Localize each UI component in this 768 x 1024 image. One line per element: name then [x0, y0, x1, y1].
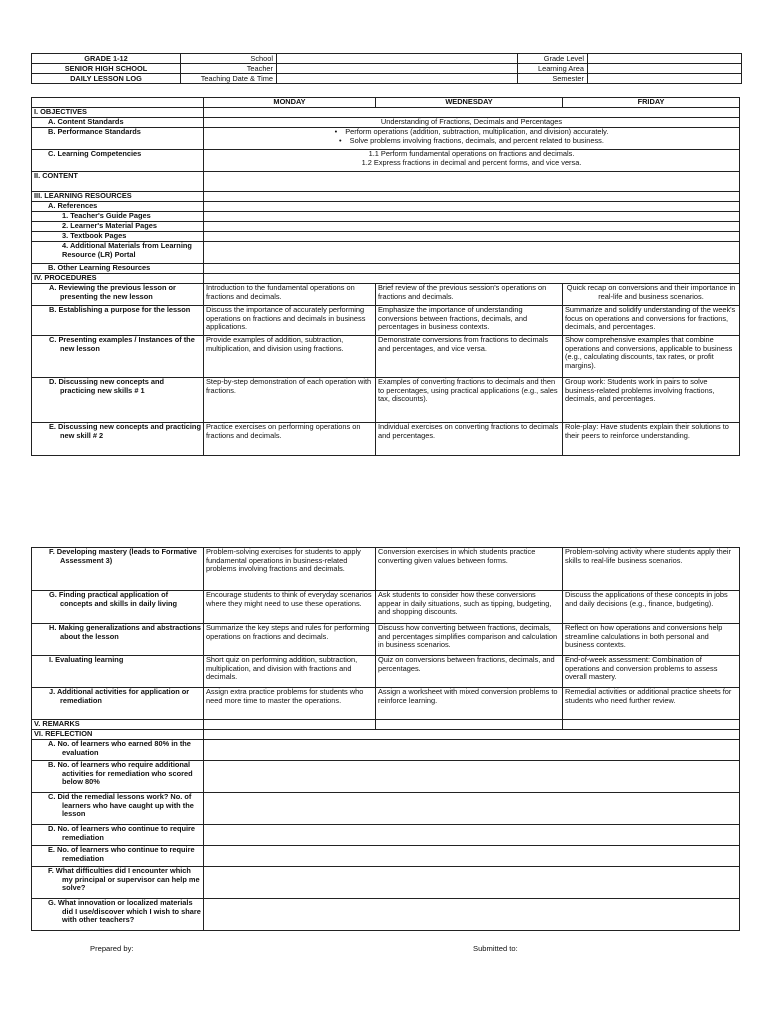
reflection-item: C. Did the remedial lessons work? No. of learners who have caught up with the lesson: [32, 793, 204, 825]
additional-materials-label: 4. Additional Materials from Learning Resource (LR) Portal: [32, 242, 204, 264]
wednesday-cell: Quiz on conversions between fractions, decimals, and percentages.: [376, 656, 563, 688]
monday-cell: Assign extra practice problems for students who need more time to master the operations.: [204, 688, 376, 720]
friday-cell: Show comprehensive examples that combine operations and conversions, applicable to business (e.g., calculating discounts, tax rates, or profit margins).: [563, 336, 740, 378]
reflection-item: E. No. of learners who continue to require remediation: [32, 846, 204, 867]
table-row: [32, 740, 740, 761]
wednesday-cell: Individual exercises on converting fractions to decimals and percentages.: [376, 423, 563, 456]
monday-cell: Discuss the importance of accurately performing operations on fractions and decimals in business applications.: [204, 306, 376, 336]
friday-cell: Summarize and solidify understanding of the week's focus on operations and conversions for fractions, decimals, and percentages.: [563, 306, 740, 336]
table-row: [32, 761, 740, 793]
lesson-log-table-continued: [31, 547, 740, 931]
submitted-to-label: Submitted to:: [473, 944, 518, 953]
reflection-item: A. No. of learners who earned 80% in the evaluation: [32, 740, 204, 761]
corner-cell: [32, 98, 204, 108]
teaching-date-label: Teaching Date & Time: [181, 74, 277, 84]
table-row: [32, 793, 740, 825]
monday-cell: Step-by-step demonstration of each operation with fractions.: [204, 378, 376, 423]
table-row: [32, 284, 740, 306]
table-row: [32, 591, 740, 624]
procedures-heading: IV. PROCEDURES: [32, 274, 204, 284]
procedure-label: B. Establishing a purpose for the lesson: [32, 306, 204, 336]
procedure-label: E. Discussing new concepts and practicing new skill # 2: [32, 423, 204, 456]
performance-standards-label: B. Performance Standards: [32, 128, 204, 150]
prepared-by-label: Prepared by:: [90, 944, 134, 953]
monday-cell: Provide examples of addition, subtraction, multiplication, and division using fractions.: [204, 336, 376, 378]
performance-standard-item: • Perform operations (addition, subtraction, multiplication, and division) accurately.: [206, 128, 737, 137]
procedure-label: C. Presenting examples / Instances of the new lesson: [32, 336, 204, 378]
friday-cell: Remedial activities or additional practice sheets for students who need further review.: [563, 688, 740, 720]
remarks-heading: V. REMARKS: [32, 720, 204, 730]
wednesday-cell: Ask students to consider how these conversions appear in daily situations, such as tipping, budgeting, and shopping discounts.: [376, 591, 563, 624]
wednesday-cell: Discuss how converting between fractions, decimals, and percentages simplifies comparison and calculation in business scenarios.: [376, 624, 563, 656]
day-wednesday: WEDNESDAY: [376, 98, 563, 108]
lesson-log-table: [31, 97, 740, 456]
performance-standard-item: • Solve problems involving fractions, decimals, and percent related to business.: [206, 137, 737, 146]
table-row: [32, 846, 740, 867]
table-row: [32, 688, 740, 720]
grade-level-label: Grade Level: [518, 54, 588, 64]
wednesday-cell: Brief review of the previous session's operations on fractions and decimals.: [376, 284, 563, 306]
table-row: [32, 867, 740, 899]
procedure-label: F. Developing mastery (leads to Formative Assessment 3): [32, 548, 204, 591]
table-row: [32, 423, 740, 456]
learning-area-label: Learning Area: [518, 64, 588, 74]
school-label: School: [181, 54, 277, 64]
monday-cell: Encourage students to think of everyday scenarios where they might need to use these operations.: [204, 591, 376, 624]
procedure-label: J. Additional activities for application or remediation: [32, 688, 204, 720]
reflection-item: D. No. of learners who continue to require remediation: [32, 825, 204, 846]
performance-standards-list: [206, 128, 737, 145]
school-type-label: SENIOR HIGH SCHOOL: [32, 64, 181, 74]
competency-item: 1.1 Perform fundamental operations on fractions and decimals.: [368, 149, 575, 158]
learners-material-label: 2. Learner's Material Pages: [32, 222, 204, 232]
friday-cell: Group work: Students work in pairs to solve business-related problems involving fractions, decimals, and percentages.: [563, 378, 740, 423]
procedure-label: A. Reviewing the previous lesson or presenting the new lesson: [32, 284, 204, 306]
teaching-date-value[interactable]: [277, 74, 518, 84]
school-value[interactable]: [277, 54, 518, 64]
log-title: DAILY LESSON LOG: [32, 74, 181, 84]
learning-area-value[interactable]: [588, 64, 742, 74]
day-friday: FRIDAY: [563, 98, 740, 108]
wednesday-cell: Examples of converting fractions to decimals and then to percentages, using practical applications (e.g., sales tax, discounts).: [376, 378, 563, 423]
header-table: [31, 53, 742, 84]
grade-level-value[interactable]: [588, 54, 742, 64]
teachers-guide-label: 1. Teacher's Guide Pages: [32, 212, 204, 222]
content-heading: II. CONTENT: [32, 172, 204, 192]
friday-cell: Role-play: Have students explain their solutions to their peers to reinforce understanding.: [563, 423, 740, 456]
table-row: [32, 336, 740, 378]
monday-cell: Practice exercises on performing operations on fractions and decimals.: [204, 423, 376, 456]
table-row: [32, 306, 740, 336]
table-row: [32, 378, 740, 423]
table-row: [32, 825, 740, 846]
friday-cell: Discuss the applications of these concepts in jobs and daily decisions (e.g., finance, budgeting).: [563, 591, 740, 624]
friday-cell: Reflect on how operations and conversions help streamline calculations in both personal and business contexts.: [563, 624, 740, 656]
procedure-label: G. Finding practical application of concepts and skills in daily living: [32, 591, 204, 624]
reflection-heading: VI. REFLECTION: [32, 730, 204, 740]
procedure-label: D. Discussing new concepts and practicing new skills # 1: [32, 378, 204, 423]
wednesday-cell: Emphasize the importance of understanding conversions between fractions, decimals, and percentages in business contexts.: [376, 306, 563, 336]
teacher-label: Teacher: [181, 64, 277, 74]
wednesday-cell: Demonstrate conversions from fractions to decimals and percentages, and vice versa.: [376, 336, 563, 378]
table-row: [32, 548, 740, 591]
learning-competencies-label: C. Learning Competencies: [32, 150, 204, 172]
content-standards-value: Understanding of Fractions, Decimals and Percentages: [204, 118, 740, 128]
teacher-value[interactable]: [277, 64, 518, 74]
procedure-label: H. Making generalizations and abstractions about the lesson: [32, 624, 204, 656]
wednesday-cell: Conversion exercises in which students practice converting given values between forms.: [376, 548, 563, 591]
content-standards-label: A. Content Standards: [32, 118, 204, 128]
semester-label: Semester: [518, 74, 588, 84]
table-row: [32, 899, 740, 931]
textbook-pages-label: 3. Textbook Pages: [32, 232, 204, 242]
table-row: [32, 624, 740, 656]
monday-cell: Summarize the key steps and rules for performing operations on fractions and decimals.: [204, 624, 376, 656]
monday-cell: Introduction to the fundamental operations on fractions and decimals.: [204, 284, 376, 306]
monday-cell: Problem-solving exercises for students to apply fundamental operations in business-related problems involving fractions and decimals.: [204, 548, 376, 591]
objectives-heading: I. OBJECTIVES: [32, 108, 204, 118]
resources-heading: III. LEARNING RESOURCES: [32, 192, 204, 202]
monday-cell: Short quiz on performing addition, subtraction, multiplication, and division with fractions and decimals.: [204, 656, 376, 688]
day-monday: MONDAY: [204, 98, 376, 108]
references-label: A. References: [32, 202, 204, 212]
reflection-item: B. No. of learners who require additional activities for remediation who scored below 80%: [32, 761, 204, 793]
friday-cell: Problem-solving activity where students apply their skills to real-life business scenarios.: [563, 548, 740, 591]
wednesday-cell: Assign a worksheet with mixed conversion problems to reinforce learning.: [376, 688, 563, 720]
reflection-item: F. What difficulties did I encounter which my principal or supervisor can help me solve?: [32, 867, 204, 899]
friday-cell: Quick recap on conversions and their importance in real-life and business scenarios.: [563, 284, 740, 306]
reflection-item: G. What innovation or localized materials did I use/discover which I wish to share with other teachers?: [32, 899, 204, 931]
competency-item: 1.2 Express fractions in decimal and percent forms, and vice versa.: [361, 157, 582, 167]
table-row: [32, 656, 740, 688]
friday-cell: End-of-week assessment: Combination of operations and conversion problems to assess overall mastery.: [563, 656, 740, 688]
other-resources-label: B. Other Learning Resources: [32, 264, 204, 274]
semester-value[interactable]: [588, 74, 742, 84]
procedure-label: I. Evaluating learning: [32, 656, 204, 688]
content-value: [204, 172, 740, 192]
grade-label: GRADE 1-12: [32, 54, 181, 64]
